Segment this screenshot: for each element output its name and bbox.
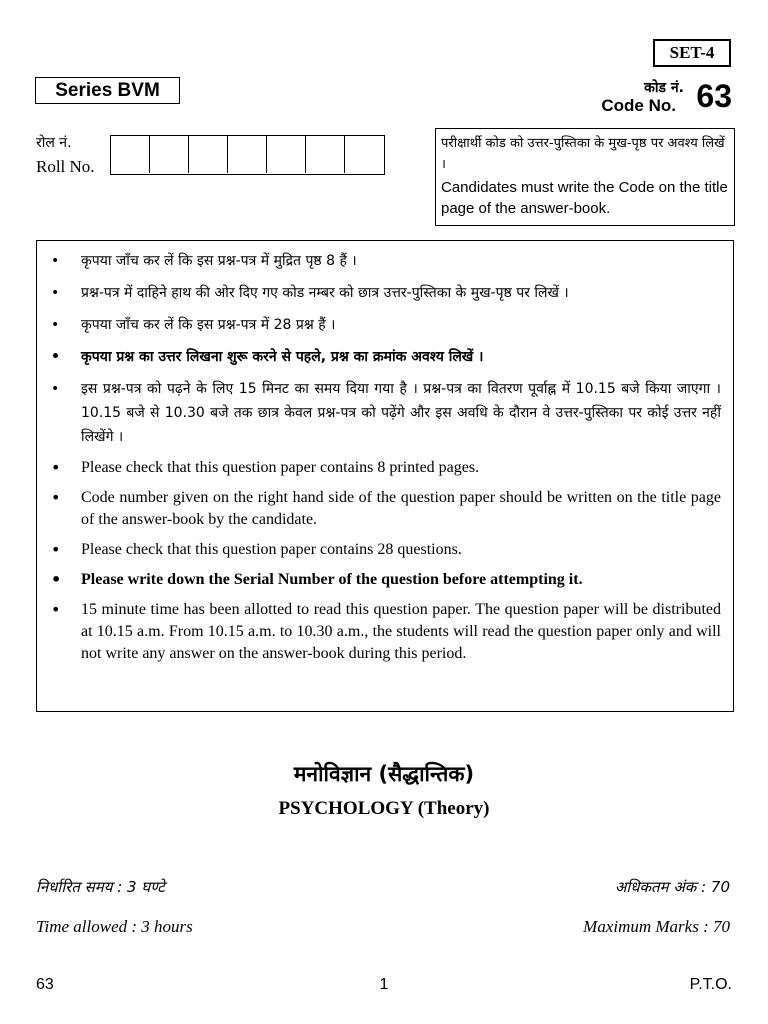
instructions-list bbox=[47, 249, 721, 665]
roll-number-cell[interactable] bbox=[150, 136, 189, 173]
bullet-icon: • bbox=[51, 253, 60, 269]
bullet-icon: • bbox=[51, 488, 61, 507]
instruction-item bbox=[47, 249, 721, 273]
bullet-icon: • bbox=[51, 540, 61, 559]
roll-label-hindi: रोल नं. bbox=[36, 135, 72, 151]
footer-code: 63 bbox=[36, 976, 54, 993]
instruction-text: कृपया प्रश्न का उत्तर लिखना शुरू करने से पहले, प्रश्न का क्रमांक अवश्य लिखें । bbox=[81, 349, 484, 365]
subject-title-hindi: मनोविज्ञान (सैद्धान्तिक) bbox=[293, 762, 475, 786]
code-label-english: Code No. bbox=[601, 96, 676, 115]
pto-label: P.T.O. bbox=[689, 976, 732, 993]
code-note-hindi: परीक्षार्थी कोड को उत्तर-पुस्तिका के मुख-पृष्ठ पर अवश्य लिखें । bbox=[441, 136, 725, 172]
roll-label-english: Roll No. bbox=[36, 157, 95, 176]
instruction-text: कृपया जाँच कर लें कि इस प्रश्न-पत्र में मुद्रित पृष्ठ 8 हैं । bbox=[81, 253, 357, 269]
maximum-marks-english: Maximum Marks : 70 bbox=[583, 917, 730, 936]
bullet-icon: • bbox=[51, 458, 61, 477]
bullet-icon: • bbox=[51, 570, 62, 589]
code-note-box bbox=[435, 128, 735, 226]
instruction-item bbox=[47, 313, 721, 337]
instruction-item bbox=[47, 377, 721, 449]
instruction-item bbox=[47, 569, 721, 591]
instruction-text: Please check that this question paper contains 28 questions. bbox=[81, 541, 462, 558]
instruction-text: प्रश्न-पत्र में दाहिने हाथ की ओर दिए गए कोड नम्बर को छात्र उत्तर-पुस्तिका के मुख-पृष्ठ पर लिखें । bbox=[81, 285, 569, 301]
instruction-text: Please check that this question paper contains 8 printed pages. bbox=[81, 459, 480, 476]
roll-number-cell[interactable] bbox=[345, 136, 384, 173]
roll-number-cell[interactable] bbox=[189, 136, 228, 173]
instruction-item bbox=[47, 345, 721, 369]
instruction-item bbox=[47, 487, 721, 531]
bullet-icon: • bbox=[51, 600, 61, 619]
roll-number-cell[interactable] bbox=[228, 136, 267, 173]
instruction-text: Please write down the Serial Number of the question before attempting it. bbox=[81, 571, 583, 588]
series-label: Series BVM bbox=[35, 77, 180, 104]
instruction-item bbox=[47, 539, 721, 561]
code-label-hindi: कोड नं. bbox=[644, 80, 684, 96]
instruction-text: Code number given on the right hand side of the question paper should be written on the title page of the answer-book by the candidate. bbox=[81, 489, 721, 528]
roll-number-boxes bbox=[110, 135, 385, 175]
bullet-icon: • bbox=[51, 349, 60, 365]
bullet-icon: • bbox=[51, 285, 60, 301]
set-label: SET-4 bbox=[653, 39, 731, 67]
time-allowed-english: Time allowed : 3 hours bbox=[36, 917, 193, 936]
instruction-item bbox=[47, 281, 721, 305]
page-number: 1 bbox=[379, 976, 389, 993]
maximum-marks-hindi: अधिकतम अंक : 70 bbox=[614, 878, 730, 896]
code-number: 63 bbox=[696, 78, 732, 114]
instruction-text: इस प्रश्न-पत्र को पढ़ने के लिए 15 मिनट का समय दिया गया है । प्रश्न-पत्र का वितरण पूर्वाह्न में 10.15 बजे किया जाएगा । 10.15 बजे से 10.30 बजे तक छात्र केवल प्रश्न-पत्र को पढ़ेंगे और इस अवधि के दौरान वे उत्तर-पुस्तिका पर कोई उत्तर नहीं लिखेंगे । bbox=[81, 381, 721, 445]
roll-number-cell[interactable] bbox=[111, 136, 150, 173]
time-allowed-hindi: निर्धारित समय : 3 घण्टे bbox=[36, 878, 165, 896]
instruction-text: 15 minute time has been allotted to read this question paper. The question paper will be distributed at 10.15 a.m. From 10.15 a.m. to 10.30 a.m., the students will read the question paper only and will not write any answer on the answer-book during this period. bbox=[81, 601, 721, 662]
subject-title-english: PSYCHOLOGY (Theory) bbox=[278, 798, 490, 819]
code-note-english: Candidates must write the Code on the title page of the answer-book. bbox=[441, 179, 728, 217]
roll-number-cell[interactable] bbox=[267, 136, 306, 173]
bullet-icon: • bbox=[51, 381, 60, 397]
instruction-text: कृपया जाँच कर लें कि इस प्रश्न-पत्र में 28 प्रश्न हैं । bbox=[81, 317, 336, 333]
bullet-icon: • bbox=[51, 317, 60, 333]
roll-number-cell[interactable] bbox=[306, 136, 345, 173]
instructions-box bbox=[36, 240, 734, 712]
instruction-item bbox=[47, 599, 721, 665]
instruction-item bbox=[47, 457, 721, 479]
